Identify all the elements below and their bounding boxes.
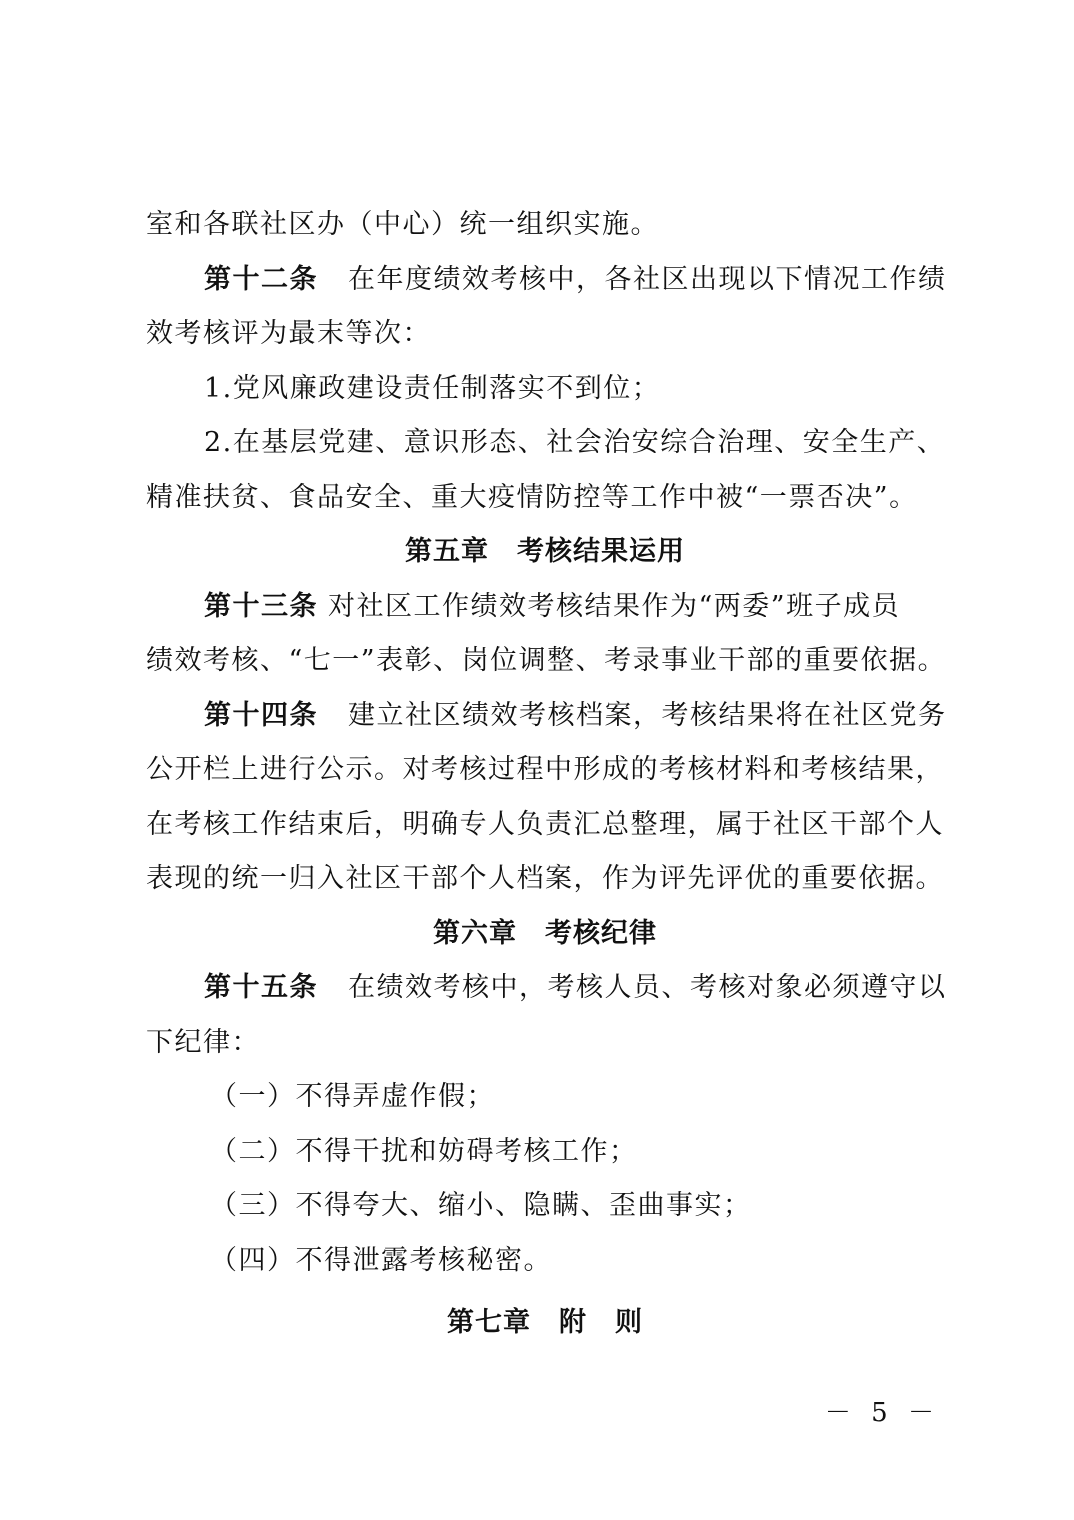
article-label: 第十二条 [204,263,318,295]
paragraph-line: 绩效考核、“七一”表彰、岗位调整、考录事业干部的重要依据。 [146,645,947,676]
paragraph-line: 表现的统一归入社区干部个人档案，作为评先评优的重要依据。 [146,863,944,894]
article-label: 第十三条 [204,590,318,622]
article-label: 第十五条 [204,972,318,1003]
chapter-heading-5 [146,525,944,580]
chapter-title: 附 [559,1307,587,1338]
chapter-number: 第五章 [405,536,489,567]
paragraph-line: 公开栏上进行公示。对考核过程中形成的考核材料和考核结果， [146,754,944,785]
paragraph-line: 室和各联社区办（中心）统一组织实施。 [146,209,659,240]
chapter-heading-6 [146,907,944,962]
chapter-title: 则 [615,1307,643,1338]
article-text: 在年度绩效考核中，各社区出现以下情况工作绩 [348,263,947,295]
paragraph-line: 下纪律： [146,1026,260,1058]
chapter-number: 第六章 [433,917,517,949]
chapter-heading-7 [146,1296,944,1351]
article-text: 对社区工作绩效考核结果作为“两委”班子成员 [328,590,901,622]
list-item: （一）不得弄虚作假； [210,1081,495,1112]
list-item: 1.党风廉政建设责任制落实不到位； [204,372,661,404]
article-12 [146,253,947,308]
chapter-number: 第七章 [447,1307,531,1338]
chapter-title: 考核结果运用 [517,536,685,567]
article-13 [146,580,944,635]
chapter-title: 考核纪律 [545,917,657,949]
paragraph-line: 精准扶贫、食品安全、重大疫情防控等工作中被“一票否决”。 [146,481,918,513]
list-item: 2.在基层党建、意识形态、社会治安综合治理、安全生产、 [204,427,946,458]
paragraph-line: 在考核工作结束后，明确专人负责汇总整理，属于社区干部个人 [146,808,944,840]
page-number: － 5 － [824,1398,940,1428]
article-text: 建立社区绩效考核档案，考核结果将在社区党务 [348,699,947,731]
article-text: 在绩效考核中，考核人员、考核对象必须遵守以 [348,972,947,1003]
article-14 [146,689,947,744]
list-item: （四）不得泄露考核秘密。 [210,1244,552,1276]
article-15 [146,961,947,1016]
list-item: （三）不得夸大、缩小、隐瞒、歪曲事实； [210,1190,752,1221]
list-item: （二）不得干扰和妨碍考核工作； [210,1135,638,1167]
paragraph-line: 效考核评为最末等次： [146,318,431,349]
article-label: 第十四条 [204,699,318,731]
document-body [146,198,947,1351]
